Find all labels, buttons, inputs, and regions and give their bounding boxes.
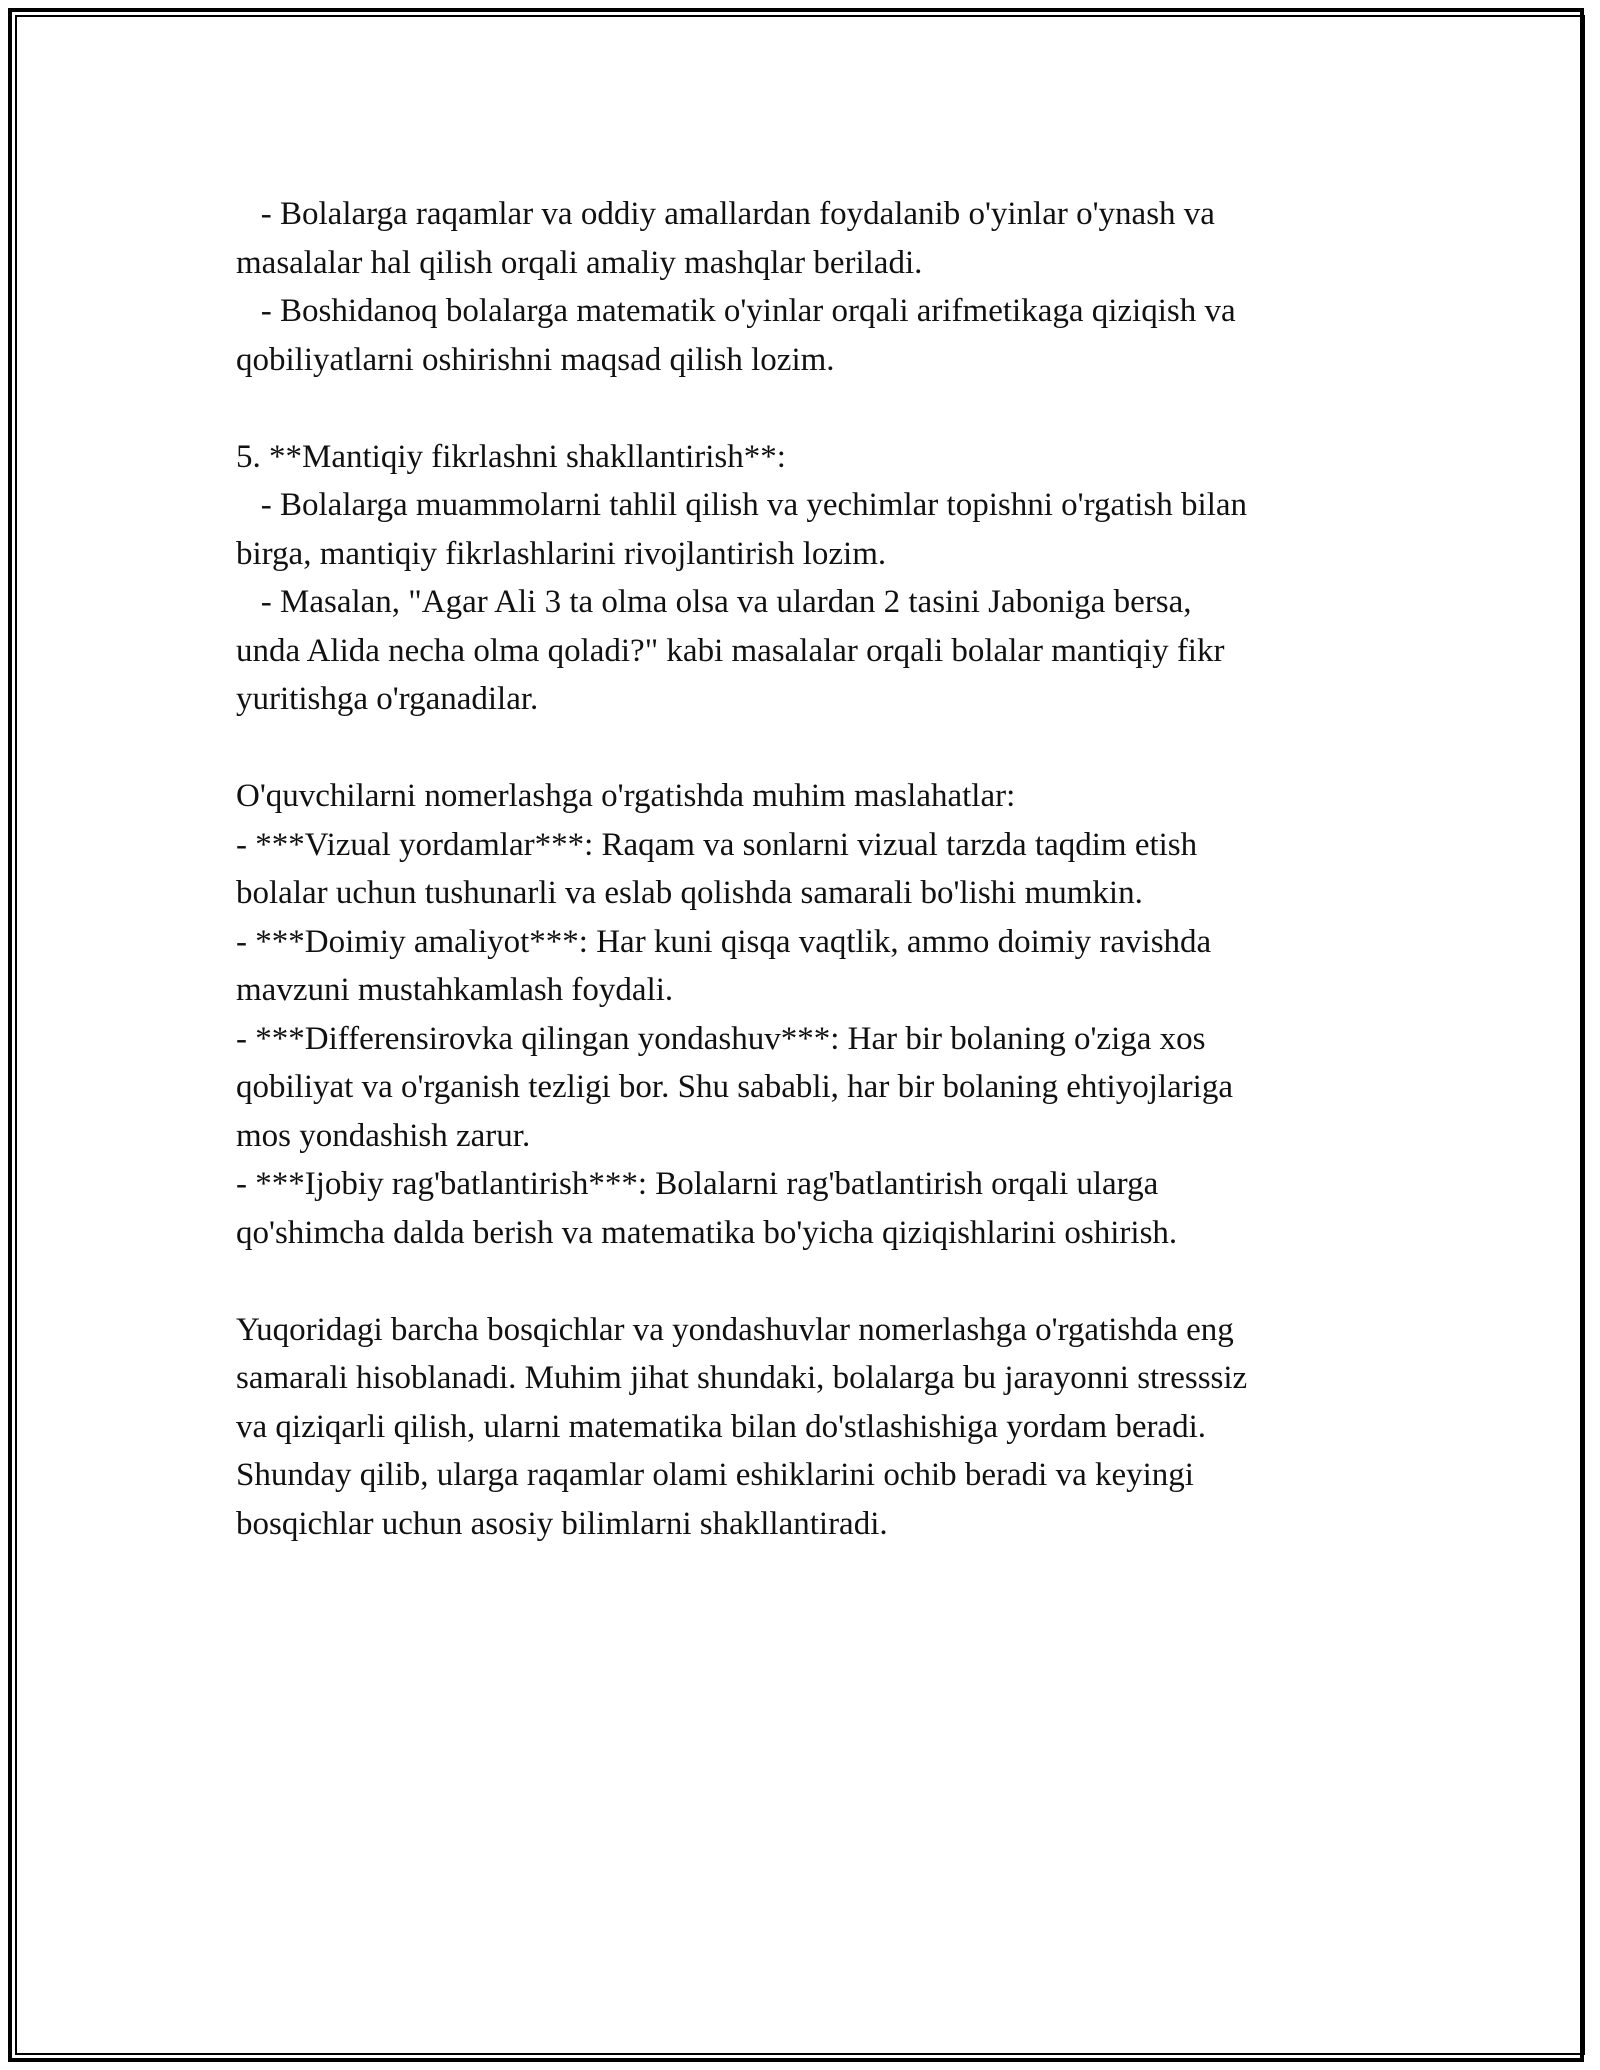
text-line: masalalar hal qilish orqali amaliy mashqlar beriladi. <box>236 244 923 281</box>
text-line: - Bolalarga muammolarni tahlil qilish va yechimlar topishni o'rgatish bilan <box>236 487 1248 523</box>
blank-line <box>236 1257 1396 1306</box>
subheading: O'quvchilarni nomerlashga o'rgatishda muhim maslahatlar: <box>236 778 1016 814</box>
text-line: samarali hisoblanadi. Muhim jihat shundaki, bolalarga bu jarayonni stresssiz <box>236 1360 1248 1396</box>
text-line: unda Alida necha olma qoladi?" kabi masalalar orqali bolalar mantiqiy fikr <box>236 632 1225 669</box>
section-heading: 5. **Mantiqiy fikrlashni shakllantirish**: <box>236 438 786 475</box>
text-line: - ***Doimiy amaliyot***: Har kuni qisqa vaqtlik, ammo doimiy ravishda <box>236 923 1212 960</box>
blank-line <box>236 384 1396 433</box>
text-line: Shunday qilib, ularga raqamlar olami eshiklarini ochib beradi va keyingi <box>236 1457 1194 1493</box>
text-line: - ***Vizual yordamlar***: Raqam va sonlarni vizual tarzda taqdim etish <box>236 826 1198 863</box>
text-line: birga, mantiqiy fikrlashlarini rivojlantirish lozim. <box>236 535 887 572</box>
text-line: - Masalan, "Agar Ali 3 ta olma olsa va ulardan 2 tasini Jaboniga bersa, <box>236 584 1192 620</box>
text-line: - ***Differensirovka qilingan yondashuv***: Har bir bolaning o'ziga xos <box>236 1020 1206 1057</box>
text-line: - Boshidanoq bolalarga matematik o'yinlar orqali arifmetikaga qiziqish va <box>236 293 1236 329</box>
text-line: mos yondashish zarur. <box>236 1117 531 1154</box>
blank-line <box>236 724 1396 773</box>
text-line: mavzuni mustahkamlash foydali. <box>236 972 674 1008</box>
text-line: - Bolalarga raqamlar va oddiy amallardan foydalanib o'yinlar o'ynash va <box>236 196 1215 232</box>
text-line: yuritishga o'rganadilar. <box>236 681 539 717</box>
text-line: qobiliyat va o'rganish tezligi bor. Shu sababli, har bir bolaning ehtiyojlariga <box>236 1069 1233 1105</box>
text-line: Yuqoridagi barcha bosqichlar va yondashuvlar nomerlashga o'rgatishda eng <box>236 1311 1234 1348</box>
document-body <box>236 190 1396 1548</box>
text-line: qobiliyatlarni oshirishni maqsad qilish lozim. <box>236 341 835 378</box>
text-line: bosqichlar uchun asosiy bilimlarni shakllantiradi. <box>236 1505 888 1542</box>
text-line: bolalar uchun tushunarli va eslab qolishda samarali bo'lishi mumkin. <box>236 875 1143 911</box>
text-line: qo'shimcha dalda berish va matematika bo'yicha qiziqishlarini oshirish. <box>236 1214 1178 1251</box>
text-line: va qiziqarli qilish, ularni matematika bilan do'stlashishiga yordam beradi. <box>236 1408 1207 1445</box>
text-line: - ***Ijobiy rag'batlantirish***: Bolalarni rag'batlantirish orqali ularga <box>236 1166 1159 1202</box>
